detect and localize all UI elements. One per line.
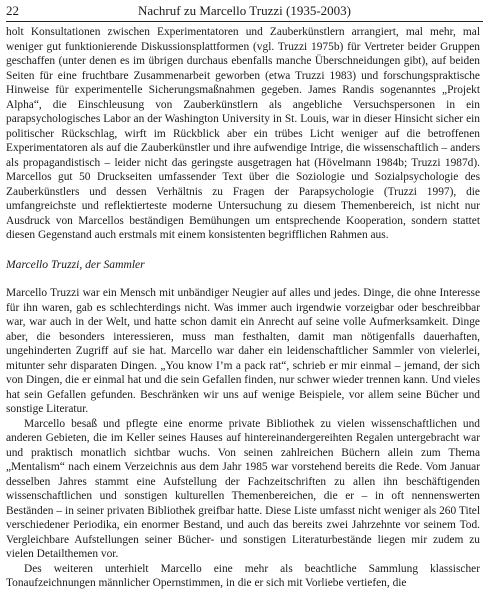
page-body <box>6 25 480 591</box>
paragraph: Marcello Truzzi war ein Mensch mit unbändiger Neugier auf alles und jedes. Dinge, die ohne Interesse für ihn waren, gab es schlechterdings nicht. Was immer auch irgendwie vorzeigbar oder beschreibbar war, war auch in der Welt, und hatte schon damit ein Anrecht auf seine volle Aufmerksamkeit. Dinge aber, die besonders interessieren, muss man festhalten, damit man nötigenfalls dauerhaften, ungehinderten Zugriff auf sie hat. Marcello war daher ein leidenschaftlicher Sammler von vielerlei, mitunter sehr disparaten Dingen. „You know I’m a pack rat“, schrieb er mir einmal – jemand, der sich von Dingen, die er einmal hat und die sein Gefallen finden, nur schwer wieder trennen kann. Und vieles hat sein Gefallen gefunden. Beschränken wir uns auf wenige Beispiele, vor allem seine Bücher und sonstige Literatur. <box>6 287 480 415</box>
paragraph: Des weiteren unterhielt Marcello eine mehr als beachtliche Sammlung klassischer Tonaufzeichnungen männlicher Opernstimmen, in die er sich mit Vorliebe vertiefen, die <box>6 562 480 589</box>
paragraph: holt Konsultationen zwischen Experimentatoren und Zauberkünstlern arrangiert, mal mehr, mal weniger gut funktionierende Diskussionsplattformen (vgl. Truzzi 1975b) für Vertreter beider Gruppen geschaffen (unter denen es im übrigen durchaus ebenfalls manche Überschneidungen gibt), auf beiden Seiten für eine fruchtbare Zusammenarbeit geworben (etwa Truzzi 1983) und forschungspraktische Hinweise für experimentelle Sicherungsmaßnahmen gegeben. James Randis sogenanntes „Projekt Alpha“, die Einschleusung von Zauberkünstlern als angebliche Versuchspersonen in ein parapsychologisches Labor an der Washington University in St. Louis, war in dieser Hinsicht sicher ein politischer Rückschlag, wirft im Rückblick aber ein trübes Licht weniger auf die betroffenen Experimentatoren als auf die Zauberkünstler und ihre aufwendige Intrige, die wissenschaftlich – anders als propagandistisch – leider nicht das geringste ausgetragen hat (Hövelmann 1984b; Truzzi 1987d). Marcellos gut 50 Druckseiten umfassender Text über die Soziologie und Sozialpsychologie des Zauberkünstlers und dessen Verhältnis zu Fragen der Parapsychologie (Truzzi 1997), die umfangreichste und reflektierteste moderne Untersuchung zu diesem Themenbereich, ist nicht nur Ausdruck von Marcellos beständigen Bemühungen um entsprechende Kooperation, sondern stattet diesen Gegenstand auch erstmals mit einem konsistenten begrifflichen Rahmen aus. <box>6 26 480 241</box>
page-header <box>6 3 483 19</box>
page-number: 22 <box>6 3 19 18</box>
running-title: Nachruf zu Marcello Truzzi (1935-2003) <box>138 3 351 18</box>
paragraph: Marcello besaß und pflegte eine enorme private Bibliothek zu vielen wissenschaftlichen und anderen Gebieten, die im Keller seines Hauses auf hintereinandergereihten Regalen untergebracht war und praktisch monatlich sichtbar wuchs. Von seinen zahlreichen Büchern allein zum Thema „Mentalism“ nach einem Verzeichnis aus dem Jahr 1985 war vorstehend bereits die Rede. Vom Januar desselben Jahres stammt eine Aufstellung der Fachzeitschriften zu allen ihn beschäftigenden wissenschaftlichen und sonstigen kulturellen Themenbereichen, die er – in oft nennenswerten Beständen – in seiner privaten Bibliothek greifbar hatte. Diese Liste umfasst nicht weniger als 260 Titel verschiedener Periodika, ein enormer Bestand, und auch das bereits zwei Jahrzehnte vor seinem Tod. Vergleichbare Aufstellungen seiner Bücher- und sonstigen Literaturbestände liegen mir zudem zu vielen Detailthemen vor. <box>6 417 480 560</box>
section-heading: Marcello Truzzi, der Sammler <box>6 257 145 271</box>
header-rule <box>6 21 483 22</box>
